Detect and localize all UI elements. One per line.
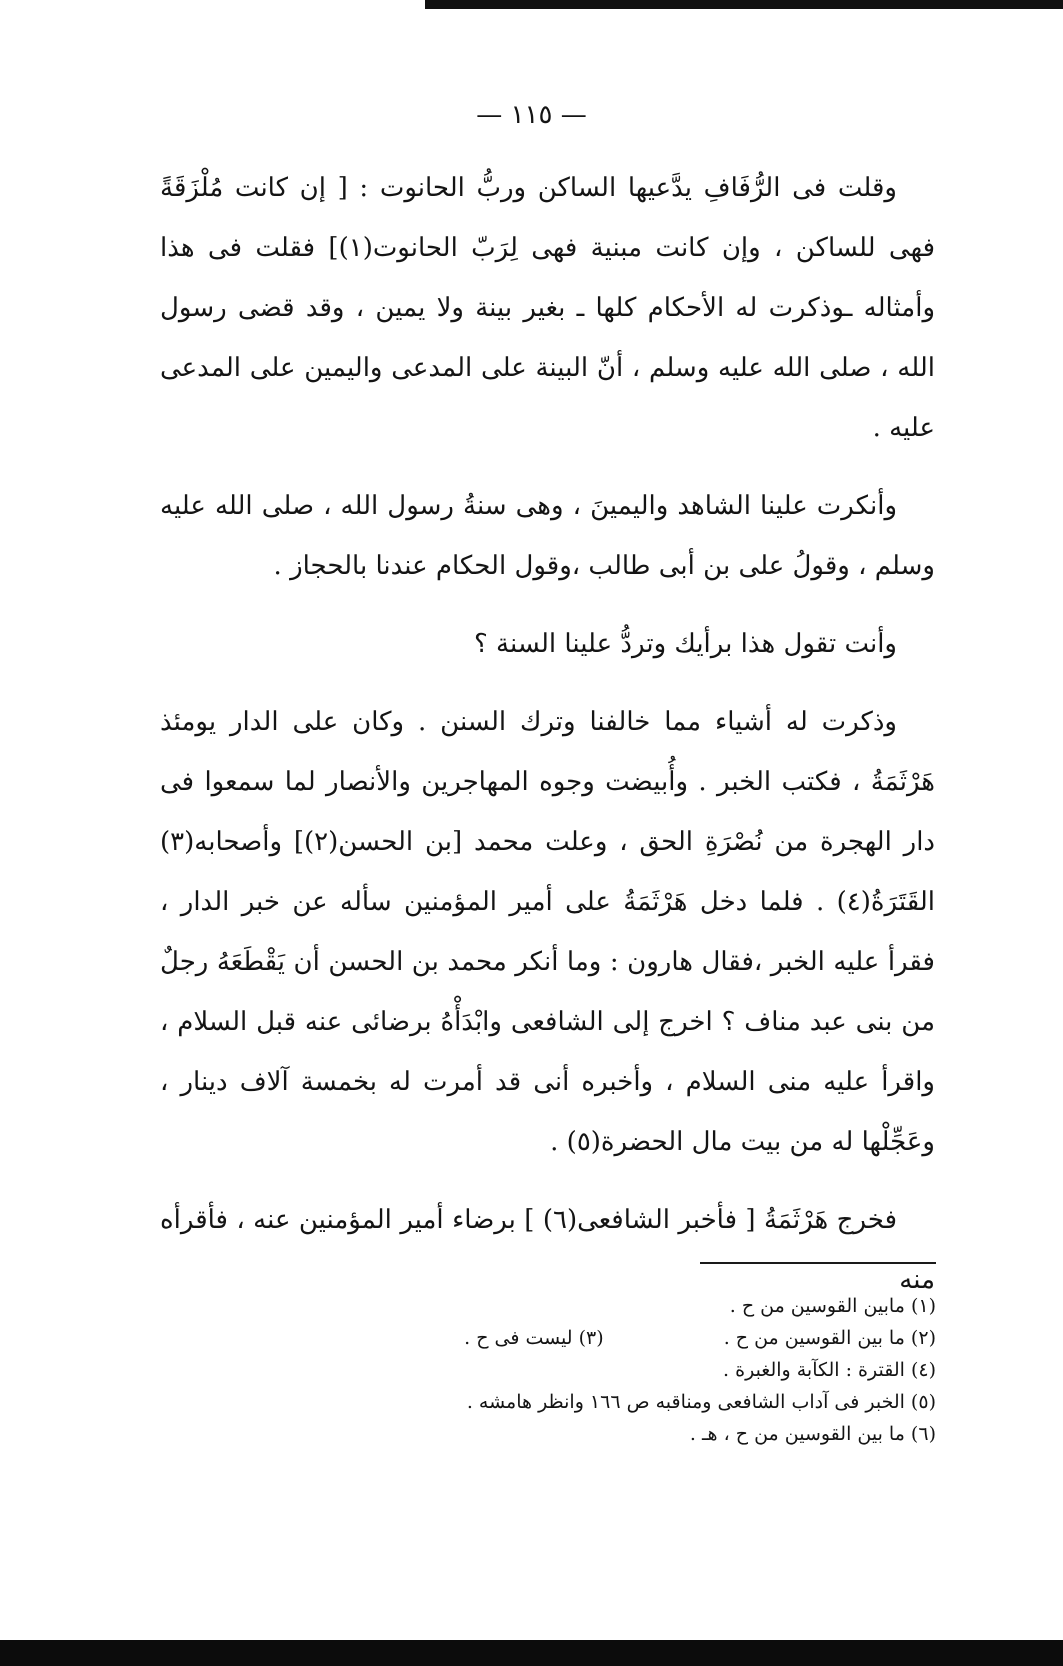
main-text — [160, 158, 935, 1328]
footnotes — [260, 1290, 936, 1450]
footnote-2: (٢) ما بين القوسين من ح . — [723, 1327, 936, 1349]
footnote-1: (١) مابين القوسين من ح . — [729, 1295, 936, 1317]
footnote-4: (٤) القترة : الكآبة والغبرة . — [723, 1359, 936, 1381]
footnote-separator — [700, 1262, 936, 1264]
scan-edge-top — [425, 0, 1063, 9]
paragraph-4: وذكرت له أشياء مما خالفنا وترك السنن . وكان على الدار يومئذ هَرْثَمَةُ ، فكتب الخبر . وأُبيضت وجوه المهاجرين والأنصار لما سمعوا فى دار الهجرة من نُصْرَةِ الحق ، وعلت محمد [بن الحسن(٢)] وأصحابه(٣) القَتَرَةُ(٤) . فلما دخل هَرْثَمَةُ على أمير المؤمنين سأله عن خبر الدار ، فقرأ عليه الخبر ،فقال هارون : وما أنكر محمد بن الحسن أن يَقْطَعَهُ رجلٌ من بنى عبد مناف ؟ اخرج إلى الشافعى وابْدَأْهُ برضائى عنه قبل السلام ، واقرأ عليه منى السلام ، وأخبره أنى قد أمرت له بخمسة آلاف دينار ، وعَجِّلْها له من بيت مال الحضرة(٥) . — [160, 707, 936, 1157]
footnote-3: (٣) ليست فى ح . — [464, 1327, 604, 1349]
scan-edge-bottom — [0, 1640, 1063, 1666]
page-number: — ١١٥ — — [476, 100, 587, 130]
paragraph-5: فخرج هَرْثَمَةُ [ فأخبر الشافعى(٦) ] برضاء أمير المؤمنين عنه ، فأقرأه منه — [160, 1205, 935, 1295]
paragraph-3: وأنت تقول هذا برأيك وتردُّ علينا السنة ؟ — [473, 629, 897, 659]
paragraph-2: وأنكرت علينا الشاهد واليمينَ ، وهى سنةُ رسول الله ، صلى الله عليه وسلم ، وقولُ على بن أبى طالب ،وقول الحكام عندنا بالحجاز . — [160, 491, 935, 581]
footnote-5: (٥) الخبر فى آداب الشافعى ومناقبه ص ١٦٦ وانظر هامشه . — [466, 1391, 936, 1413]
paragraph-1: وقلت فى الرُّفَافِ يدَّعيها الساكن وربُّ الحانوت : [ إن كانت مُلْزَقَةً فهى للساكن ، وإن كانت مبنية فهى لِرَبّ الحانوت(١)] فقلت فى هذا وأمثاله ـوذكرت له الأحكام كلها ـ بغير بينة ولا يمين ، وقد قضى رسول الله ، صلى الله عليه وسلم ، أنّ البينة على المدعى واليمين على المدعى عليه . — [160, 173, 936, 443]
footnote-row-2-3 — [260, 1322, 936, 1354]
footnote-6: (٦) ما بين القوسين من ح ، هـ . — [689, 1423, 936, 1445]
